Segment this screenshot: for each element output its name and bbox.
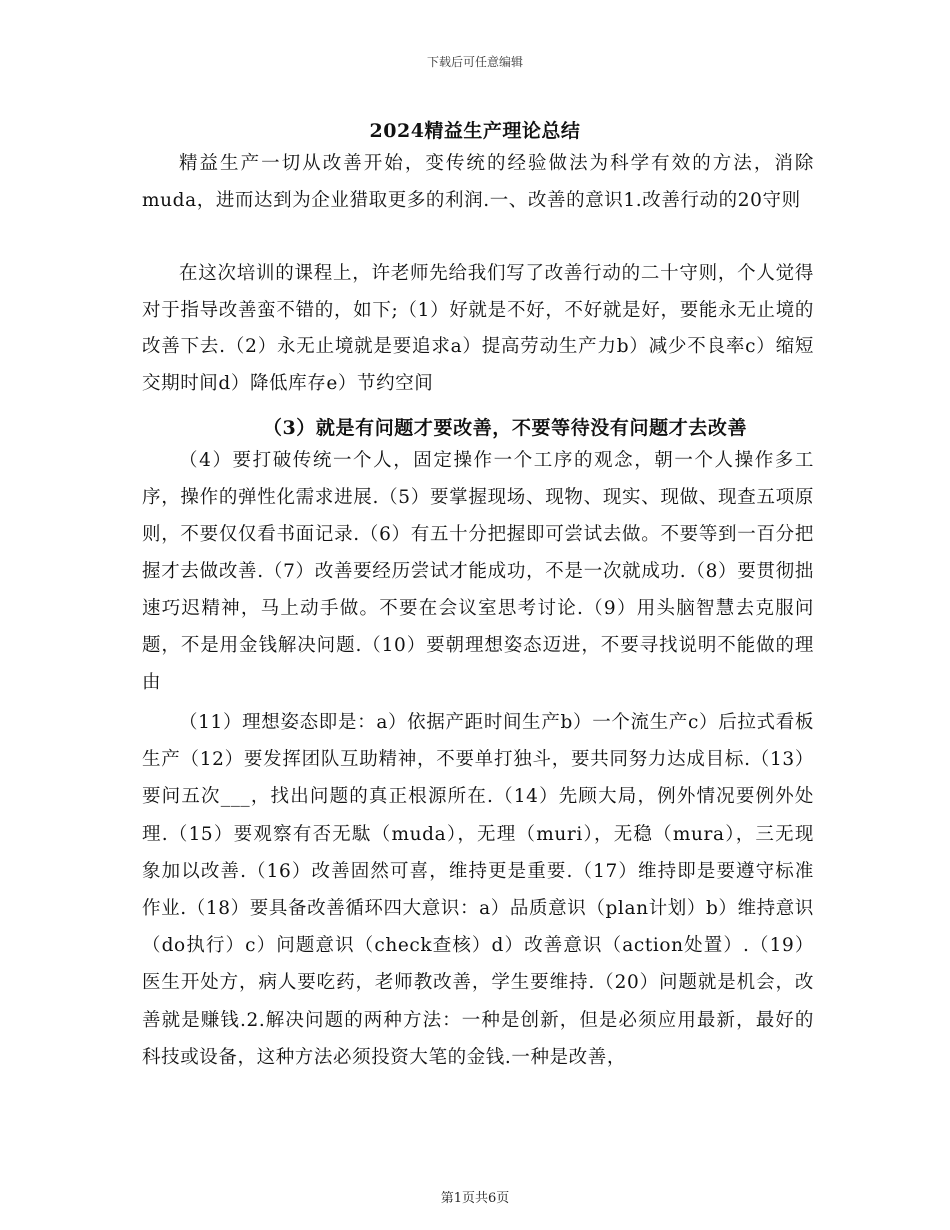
paragraph-rules-1-2 xyxy=(142,256,814,402)
page-number: 第1页共6页 xyxy=(440,1191,510,1206)
paragraph-text: 精益生产一切从改善开始，变传统的经验做法为科学有效的方法，消除muda，进而达到为企业猎取更多的利润.一、改善的意识1.改善行动的20守则 xyxy=(142,153,814,211)
paragraph-rules-11-20 xyxy=(142,704,814,1076)
paragraph-text: （11）理想姿态即是：a）依据产距时间生产b）一个流生产c）后拉式看板生产（12）要发挥团队互助精神，不要单打独斗，要共同努力达成目标.（13）要问五次___，找出问题的真正根源所在.（14）先顾大局，例外情况要例外处理.（15）要观察有否无駄（muda），无理（muri），无稳（mura），三无现象加以改善.（16）改善固然可喜，维持更是重要.（17）维持即是要遵守标准作业.（18）要具备改善循环四大意识：a）品质意识（plan计划）b）维持意识（do执行）c）问题意识（check查核）d）改善意识（action处置）.（19）医生开处方，病人要吃药，老师教改善，学生要维持.（20）问题就是机会，改善就是赚钱.2.解决问题的两种方法：一种是创新，但是必须应用最新，最好的科技或设备，这种方法必须投资大笔的金钱.一种是改善， xyxy=(142,712,814,1068)
paragraph-rules-4-10 xyxy=(142,442,814,701)
paragraph-text: 在这次培训的课程上，许老师先给我们写了改善行动的二十守则，个人觉得对于指导改善蛮不错的，如下;（1）好就是不好，不好就是好，要能永无止境的改善下去.（2）永无止境就是要追求a）提高劳动生产力b）减少不良率c）缩短交期时间d）降低库存e）节约空间 xyxy=(142,263,814,394)
page-header-note: 下载后可任意编辑 xyxy=(426,55,523,69)
paragraph-intro xyxy=(142,146,814,219)
paragraph-text: （3）就是有问题才要改善，不要等待没有问题才去改善 xyxy=(262,417,748,439)
paragraph-text: （4）要打破传统一个人，固定操作一个工序的观念，朝一个人操作多工序，操作的弹性化需求进展.（5）要掌握现场、现物、现实、现做、现查五项原则，不要仅仅看书面记录.（6）有五十分把握即可尝试去做。不要等到一百分把握才去做改善.（7）改善要经历尝试才能成功，不是一次就成功.（8）要贯彻拙速巧迟精神，马上动手做。不要在会议室思考讨论.（9）用头脑智慧去克服问题，不是用金钱解决问题.（10）要朝理想姿态迈进，不要寻找说明不能做的理由 xyxy=(142,450,814,693)
document-title: 2024精益生产理论总结 xyxy=(369,120,581,142)
